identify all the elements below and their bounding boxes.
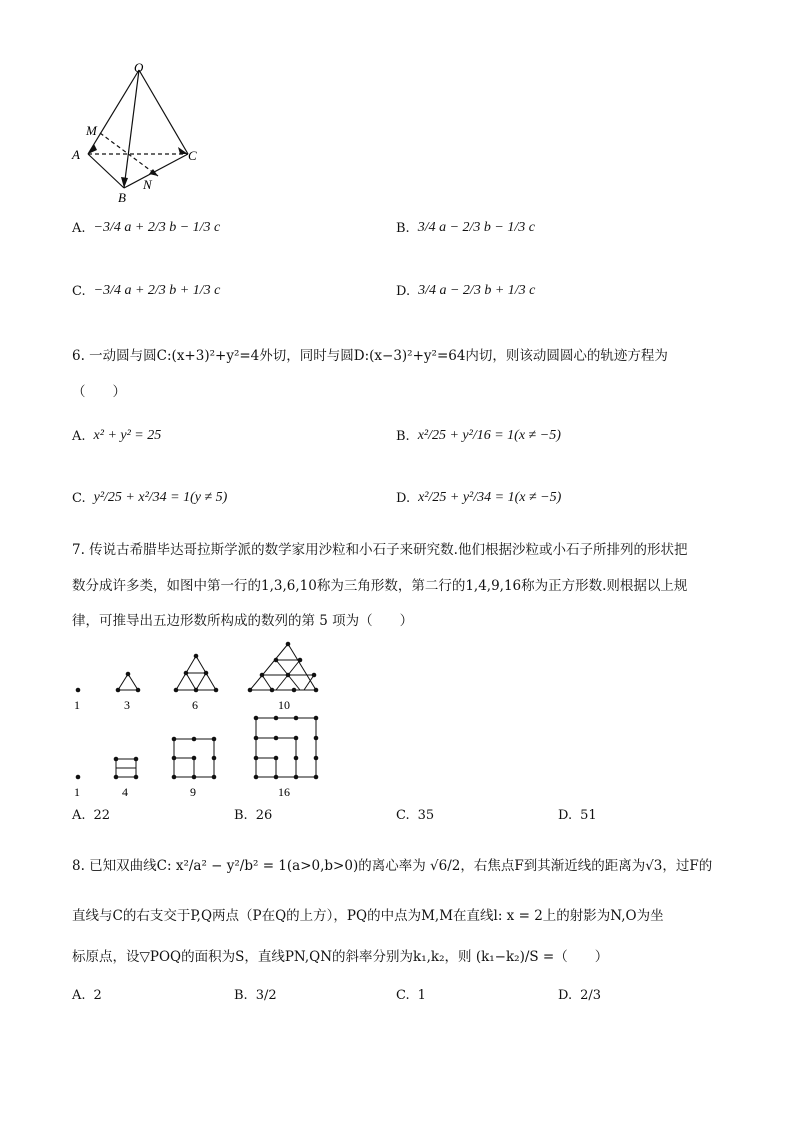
q6-option-b[interactable]: B. x²/25 + y²/16 = 1(x ≠ −5) xyxy=(396,428,561,444)
q8-option-a[interactable]: A. 2 xyxy=(72,988,102,1003)
figurate-numbers-figure xyxy=(60,632,340,804)
tri-label-10: 10 xyxy=(278,698,290,712)
q6-stem: 6. 一动圆与圆C:(x+3)²+y²=4外切，同时与圆D:(x−3)²+y²=64内切，则该动圆圆心的轨迹方程为 xyxy=(72,348,668,364)
q8-option-c[interactable]: C. 1 xyxy=(396,988,426,1003)
sq-label-4: 4 xyxy=(122,785,128,799)
q8-line-2: 直线与C的右支交于P,Q两点（P在Q的上方），PQ的中点为M,M在直线l: x = 2上的射影为N,O为坐 xyxy=(72,908,664,924)
q6-option-d[interactable]: D. x²/25 + y²/34 = 1(x ≠ −5) xyxy=(396,490,562,506)
q5-option-a[interactable]: A. −3/4 a + 2/3 b − 1/3 c xyxy=(72,220,221,236)
label-C: C xyxy=(188,148,197,163)
q6-option-c[interactable]: C. y²/25 + x²/34 = 1(y ≠ 5) xyxy=(72,490,228,506)
q6-option-a[interactable]: A. x² + y² = 25 xyxy=(72,428,162,444)
q7-line-2: 数分成许多类，如图中第一行的1,3,6,10称为三角形数，第二行的1,4,9,16称为正方形数.则根据以上规 xyxy=(72,578,688,594)
tri-label-6: 6 xyxy=(192,698,198,712)
q7-option-b[interactable]: B. 26 xyxy=(234,808,273,823)
q5-option-a-expr: −3/4 a + 2/3 b − 1/3 c xyxy=(93,220,221,235)
q5-option-d[interactable]: D. 3/4 a − 2/3 b + 1/3 c xyxy=(396,283,536,299)
q7-option-d[interactable]: D. 51 xyxy=(558,808,597,823)
q5-option-b-expr: 3/4 a − 2/3 b − 1/3 c xyxy=(417,220,535,235)
tri-label-1: 1 xyxy=(74,698,80,712)
q5-option-c-expr: −3/4 a + 2/3 b + 1/3 c xyxy=(93,283,221,298)
sq-label-1: 1 xyxy=(74,785,80,799)
q8-line-1: 8. 已知双曲线C: x²/a² − y²/b² = 1(a>0,b>0)的离心率为 √6/2，右焦点F到其渐近线的距离为√3，过F的 xyxy=(72,858,713,874)
tetrahedron-figure xyxy=(64,58,214,208)
sq-label-16: 16 xyxy=(278,785,290,799)
tri-label-3: 3 xyxy=(124,698,130,712)
q7-option-c[interactable]: C. 35 xyxy=(396,808,435,823)
q5-option-b[interactable]: B. 3/4 a − 2/3 b − 1/3 c xyxy=(396,220,535,236)
q6-paren: （ ） xyxy=(72,384,126,400)
q7-line-1: 7. 传说古希腊毕达哥拉斯学派的数学家用沙粒和小石子来研究数.他们根据沙粒或小石子所排列的形状把 xyxy=(72,542,688,558)
label-N: N xyxy=(143,177,152,192)
q8-line-3: 标原点，设▽POQ的面积为S，直线PN,QN的斜率分别为k₁,k₂，则 (k₁−k₂)/S =（ ） xyxy=(72,949,609,965)
q7-line-3: 律，可推导出五边形数所构成的数列的第 5 项为（ ） xyxy=(72,613,414,629)
label-A: A xyxy=(72,147,80,162)
label-O: O xyxy=(134,60,144,75)
q5-option-c[interactable]: C. −3/4 a + 2/3 b + 1/3 c xyxy=(72,283,221,299)
q8-option-d[interactable]: D. 2/3 xyxy=(558,988,602,1003)
sq-label-9: 9 xyxy=(190,785,196,799)
label-M: M xyxy=(86,123,97,138)
q7-option-a[interactable]: A. 22 xyxy=(72,808,111,823)
q5-option-d-expr: 3/4 a − 2/3 b + 1/3 c xyxy=(418,283,536,298)
q8-option-b[interactable]: B. 3/2 xyxy=(234,988,277,1003)
label-B: B xyxy=(118,190,126,205)
